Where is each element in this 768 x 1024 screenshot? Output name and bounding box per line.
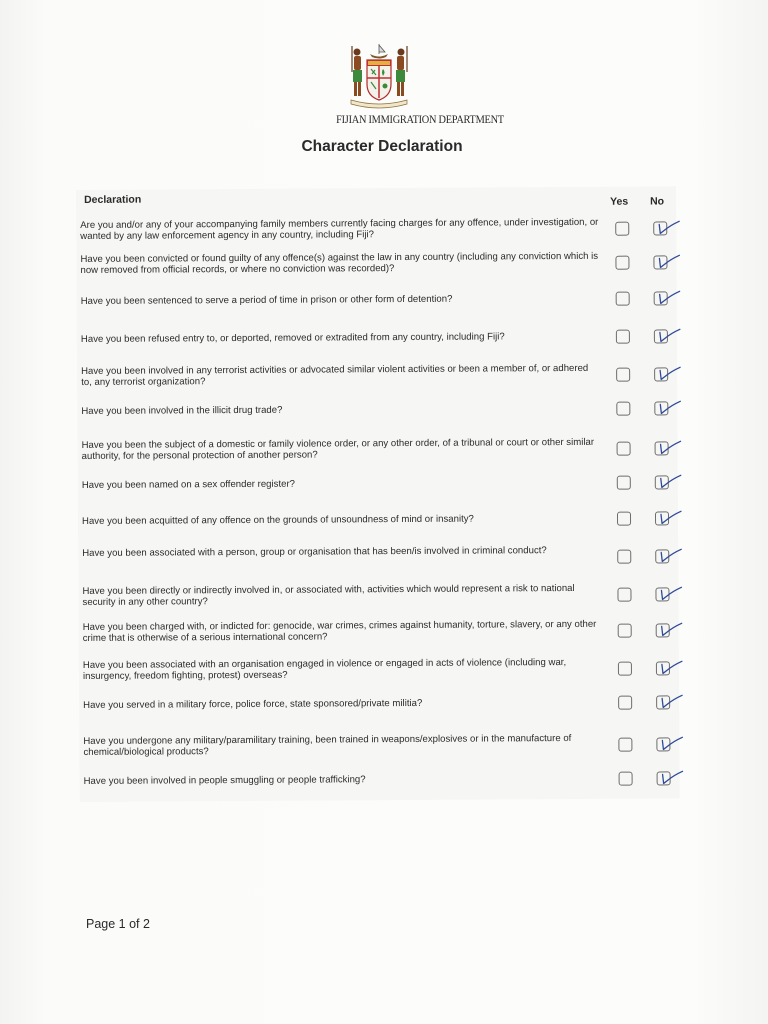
question-text: Have you been associated with an organisation engaged in violence or engaged in acts of violence (including war, insurgency, freedom fighting, protest) overseas? [82,657,567,682]
handwritten-checkmark-icon [657,546,683,564]
question-text: Have you served in a military force, police force, state sponsored/private militia? [83,697,423,711]
declaration-table [76,186,680,802]
handwritten-checkmark-icon [656,398,682,416]
handwritten-checkmark-icon [656,288,682,306]
yes-checkbox[interactable] [617,588,631,602]
yes-checkbox[interactable] [616,368,630,382]
yes-checkbox[interactable] [618,696,632,710]
column-header-yes: Yes [610,195,629,208]
handwritten-checkmark-icon [656,326,682,344]
yes-checkbox[interactable] [617,442,631,456]
yes-checkbox[interactable] [618,624,632,638]
question-text: Have you undergone any military/paramilitary training, been trained in weapons/explosives or in the manufacture of chemical/biological products? [83,732,572,758]
handwritten-checkmark-icon [657,508,683,526]
handwritten-checkmark-icon [657,584,683,602]
handwritten-checkmark-icon [658,620,684,638]
column-header-no: No [650,195,665,208]
question-text: Are you and/or any of your accompanying family members currently facing charges for any offence, under investigation, or wanted by any law enforcement agency in any country, including Fiji? [80,216,599,242]
question-text: Have you been involved in people smuggling or people trafficking? [83,774,366,787]
yes-checkbox[interactable] [616,330,630,344]
question-text: Have you been involved in the illicit drug trade? [81,404,283,417]
yes-checkbox[interactable] [618,738,632,752]
question-text: Have you been associated with a person, group or organisation that has been/is involved in criminal conduct? [82,545,547,559]
handwritten-checkmark-icon [655,218,681,236]
handwritten-checkmark-icon [658,734,684,752]
yes-checkbox[interactable] [616,292,630,306]
page-title: Character Declaration [301,138,463,155]
handwritten-checkmark-icon [658,658,684,676]
fiji-coat-of-arms-icon [343,42,415,110]
yes-checkbox[interactable] [615,222,629,236]
question-text: Have you been refused entry to, or deported, removed or extradited from any country, including Fiji? [80,331,505,345]
handwritten-checkmark-icon [656,364,682,382]
yes-checkbox[interactable] [619,772,633,786]
handwritten-checkmark-icon [658,692,684,710]
question-text: Have you been the subject of a domestic or family violence order, or any other order, of a tribunal or court or other similar authority, for the personal protection of another person? [81,436,595,462]
handwritten-checkmark-icon [655,252,681,270]
yes-checkbox[interactable] [615,256,629,270]
yes-checkbox[interactable] [616,402,630,416]
question-text: Have you been convicted or found guilty of any offence(s) against the law in any country (including any conviction which is now removed from official records, or where no conviction was recorded)? [80,250,599,276]
question-text: Have you been involved in any terrorist activities or advocated similar violent activities or been a member of, or adhered to, any terrorist organization? [81,362,589,388]
handwritten-checkmark-icon [659,768,685,786]
column-header-declaration: Declaration [84,193,142,206]
handwritten-checkmark-icon [657,472,683,490]
department-name: FIJIAN IMMIGRATION DEPARTMENT [336,114,504,126]
yes-checkbox[interactable] [617,476,631,490]
handwritten-checkmark-icon [657,438,683,456]
yes-checkbox[interactable] [618,662,632,676]
yes-checkbox[interactable] [617,550,631,564]
question-text: Have you been named on a sex offender register? [81,478,296,491]
question-text: Have you been charged with, or indicted for: genocide, war crimes, crimes against humanity, torture, slavery, or any other crime that is otherwise of a serious international concern? [82,618,597,644]
page-number: Page 1 of 2 [86,917,150,931]
question-text: Have you been acquitted of any offence on the grounds of unsoundness of mind or insanity? [81,513,474,527]
question-text: Have you been sentenced to serve a period of time in prison or other form of detention? [80,293,453,307]
yes-checkbox[interactable] [617,512,631,526]
question-text: Have you been directly or indirectly involved in, or associated with, activities which would represent a risk to national security in any other country? [82,582,575,608]
